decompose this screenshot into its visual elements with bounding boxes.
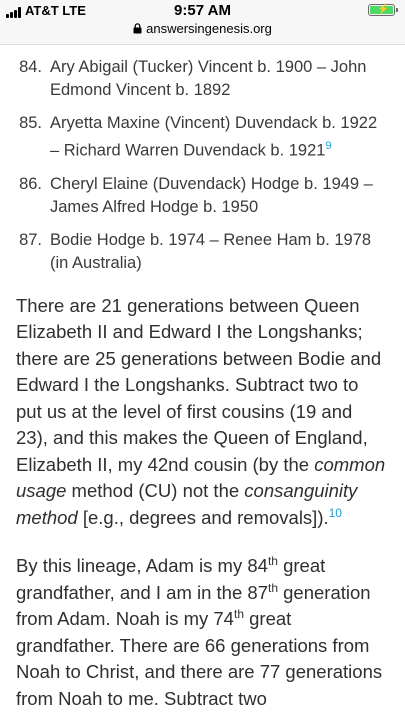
emphasis-common-usage: common usage (16, 453, 386, 501)
footnote-link-9[interactable]: 9 (325, 140, 332, 152)
emphasis-consanguinity: consanguinity method (16, 480, 358, 528)
list-item-text: Aryetta Maxine (Vincent) Duvendack b. 1922 – Richard Warren Duvendack b. 1921 (50, 114, 378, 160)
url-text: answersingenesis.org (146, 21, 272, 36)
status-bar (0, 0, 405, 45)
genealogy-list (0, 56, 405, 275)
list-item (0, 56, 405, 102)
list-item-number: 84. (19, 58, 42, 76)
list-item-text: Bodie Hodge b. 1974 – Renee Ham b. 1978 (in Australia) (50, 230, 372, 272)
list-item-number: 86. (19, 174, 42, 193)
footnote-link-10[interactable]: 10 (328, 505, 342, 520)
paragraph-lineage: By this lineage, Adam is my 84th great grandfather, and I am in the 87th generation from Adam. Noah is my 74th great grandfather. There are 66 generations from Noah to Christ, and there are 77 generations from Noah to me. Subtract two (16, 553, 383, 709)
list-item-text: Ary Abigail (Tucker) Vincent b. 1900 – John Edmond Vincent b. 1892 (50, 58, 367, 99)
address-bar[interactable] (0, 21, 405, 36)
battery-icon: ⚡ (368, 4, 395, 16)
list-item-text: Cheryl Elaine (Duvendack) Hodge b. 1949 – James Alfred Hodge b. 1950 (50, 174, 373, 216)
list-item (0, 173, 405, 219)
list-item (0, 112, 405, 163)
list-item (0, 229, 405, 275)
list-item-number: 87. (19, 230, 42, 249)
article-content (0, 45, 405, 712)
paragraph-generations: There are 21 generations between Queen Elizabeth II and Edward I the Longshanks; there are 25 generations between Bodie and Edward I the Longshanks. Subtract two to put us at the level of first cousins (19 and 23), and this makes the Queen of England, Elizabeth II, my 42nd cousin (by the common usage method (CU) not the consanguinity method [e.g., degrees and removals]).$^{10}$ (16, 294, 386, 528)
lock-icon (133, 23, 142, 34)
list-item-number: 85. (19, 114, 42, 132)
carrier-label: AT&T LTE (25, 3, 86, 18)
clock: 9:57 AM (174, 2, 231, 19)
